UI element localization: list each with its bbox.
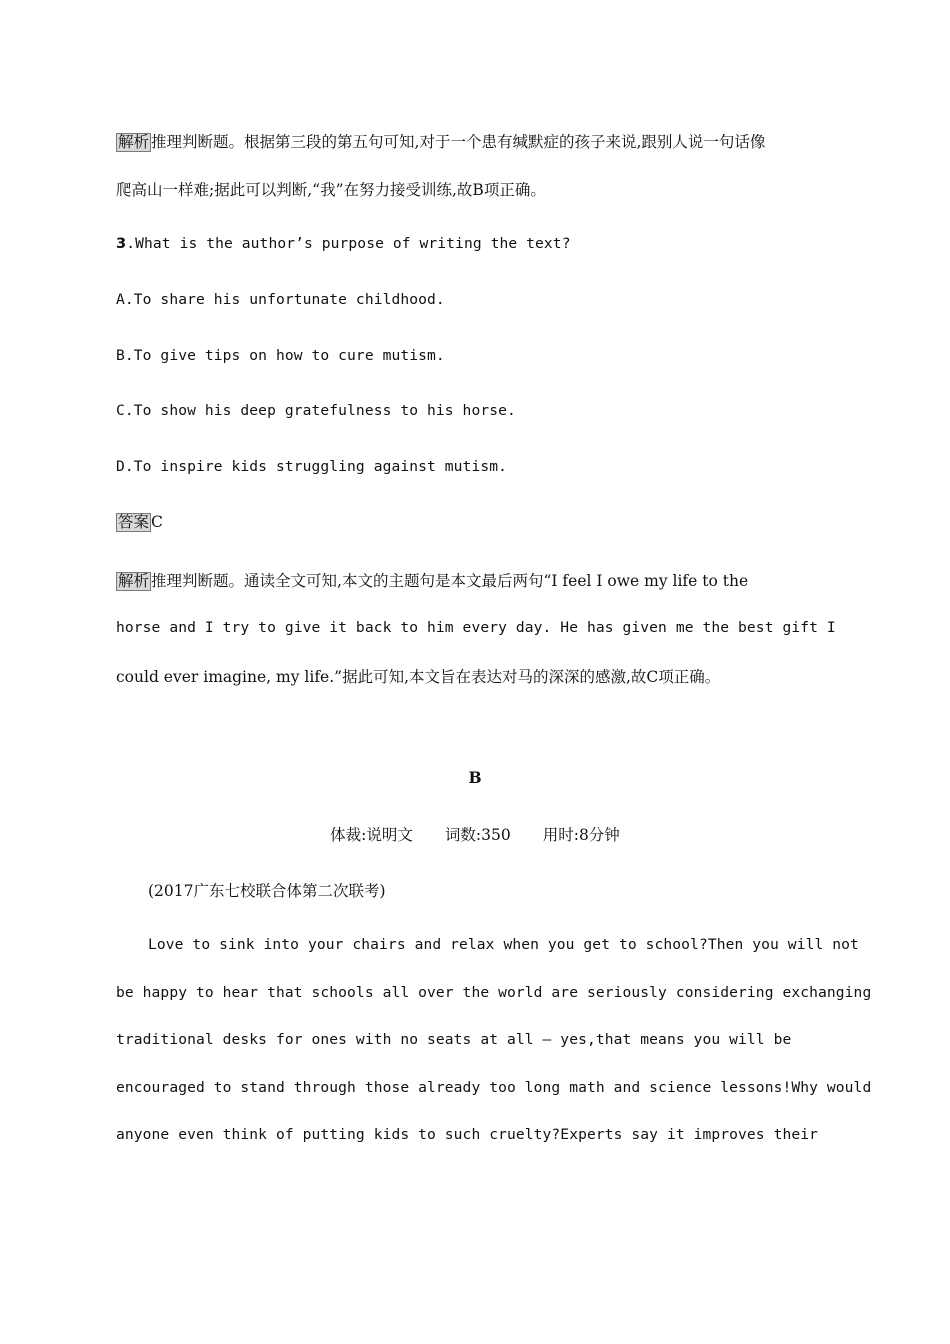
answer-tag: 答案 (118, 513, 150, 531)
analysis-3-line-3: could ever imagine, my life.”据此可知,本文旨在表达对马的深深的感激,故C项正确。 (116, 668, 721, 686)
answer-line (116, 513, 163, 532)
option-c: C.To show his deep gratefulness to his horse. (116, 402, 516, 419)
passage-line-5: anyone even think of putting kids to such cruelty?Experts say it improves their (116, 1126, 819, 1143)
passage-line-1: Love to sink into your chairs and relax when you get to school?Then you will not (148, 936, 859, 953)
passage-meta (0, 823, 950, 845)
passage-line-4: encouraged to stand through those already too long math and science lessons!Why would (116, 1079, 872, 1096)
passage-source: (2017广东七校联合体第二次联考) (148, 882, 386, 900)
question-number: 3 (116, 235, 127, 252)
question-3-stem (116, 235, 571, 252)
option-a: A.To share his unfortunate childhood. (116, 291, 445, 308)
analysis-3-line-2: horse and I try to give it back to him every day. He has given me the best gift I (116, 619, 836, 636)
option-b: B.To give tips on how to cure mutism. (116, 347, 445, 364)
time-label: 用时:8分钟 (542, 826, 620, 844)
analysis-tag: 解析 (118, 572, 150, 590)
option-d: D.To inspire kids struggling against mutism. (116, 458, 507, 475)
question-text: .What is the author’s purpose of writing the text? (126, 235, 571, 252)
analysis-tag: 解析 (118, 133, 150, 151)
analysis-line-1 (116, 130, 765, 152)
analysis-3-line-1 (116, 569, 748, 591)
word-count-label: 词数:350 (444, 826, 511, 844)
analysis-text: 推理判断题。通读全文可知,本文的主题句是本文最后两句“I feel I owe my life to the (151, 572, 749, 590)
analysis-text: 推理判断题。根据第三段的第五句可知,对于一个患有缄默症的孩子来说,跟别人说一句话像 (151, 133, 766, 151)
answer-value: C (151, 513, 163, 531)
section-letter: B (468, 768, 482, 787)
passage-line-3: traditional desks for ones with no seats at all — yes,that means you will be (116, 1031, 792, 1048)
analysis-line-2: 爬高山一样难;据此可以判断,“我”在努力接受训练,故B项正确。 (116, 181, 546, 199)
passage-line-2: be happy to hear that schools all over the world are seriously considering exchanging (116, 984, 872, 1001)
genre-label: 体裁:说明文 (330, 826, 413, 844)
